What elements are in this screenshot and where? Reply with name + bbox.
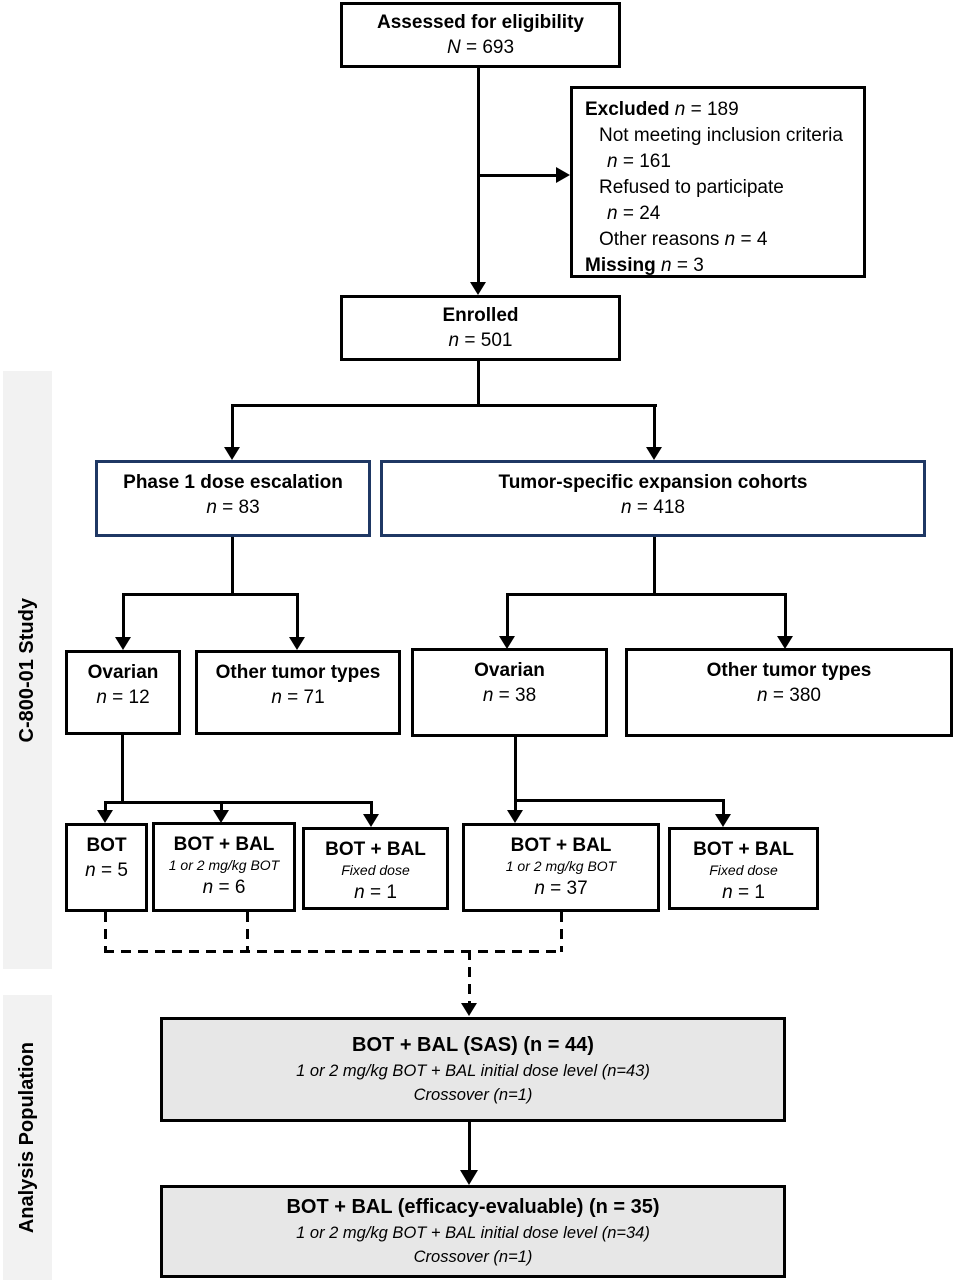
connector-expansion-down: [653, 537, 656, 595]
excluded-missing-line: [585, 253, 704, 279]
subtitle-text: Fixed dose: [341, 862, 410, 879]
box-n-line: [447, 35, 514, 60]
box-ovarian-phase1: [65, 650, 181, 735]
title-text: Assessed for eligibility: [377, 11, 584, 33]
n-value: = 24: [617, 203, 661, 225]
detail-text: Crossover (n=1): [413, 1248, 533, 1266]
box-botbal-sas: [160, 1017, 786, 1122]
box-title: [286, 1193, 659, 1222]
arrowhead-into-botbal-fixed-phase1: [363, 814, 379, 827]
arrowhead-into-sas: [461, 1003, 477, 1016]
dashed-line-to-sas: [468, 950, 471, 1004]
title-text: Ovarian: [87, 662, 159, 683]
title-text: Enrolled: [442, 304, 519, 326]
title-text: BOT + BAL (SAS) (n = 44): [352, 1034, 594, 1057]
excluded-title: Excluded: [585, 99, 675, 120]
connector-to-ovarian-expansion: [506, 593, 509, 637]
title-text: Ovarian: [474, 660, 545, 681]
connector-split-expansion-treatments: [514, 799, 724, 802]
connector-to-other-phase1: [296, 593, 299, 638]
connector-phase1-down: [231, 537, 234, 595]
box-detail-line-1: [296, 1060, 650, 1084]
n-value: = 380: [767, 685, 821, 707]
n-value: = 4: [735, 229, 768, 251]
connector-to-botbal-fixed-phase1: [370, 801, 373, 815]
detail-text: 1 or 2 mg/kg BOT + BAL initial dose level (n=43): [296, 1062, 650, 1081]
box-n-line: [483, 683, 536, 708]
n-var: n: [621, 497, 632, 519]
box-title: [707, 658, 872, 683]
connector-to-botbal-fixed-expansion: [722, 799, 725, 815]
n-value: = 693: [460, 37, 515, 58]
connector-to-expansion: [653, 404, 656, 448]
excluded-reason-2: [585, 175, 784, 201]
box-n-line: [757, 683, 821, 708]
dashed-stub-from-botbal-mgkg-phase1: [246, 912, 249, 952]
detail-text: Crossover (n=1): [413, 1086, 533, 1104]
n-value: = 1: [364, 881, 397, 903]
n-var: n: [96, 687, 107, 709]
arrowhead-into-excluded: [556, 167, 570, 183]
n-value: = 83: [216, 497, 260, 519]
missing-label: Missing: [585, 255, 662, 277]
box-n-line: [271, 685, 324, 710]
arrowhead-into-botbal-mgkg-phase1: [213, 810, 229, 823]
excluded-title-line: [585, 97, 739, 123]
connector-to-excluded: [477, 174, 556, 177]
dashed-collector-line: [104, 950, 563, 953]
title-text: Tumor-specific expansion cohorts: [498, 472, 808, 493]
box-title: [377, 10, 584, 35]
n-var: n: [448, 330, 460, 351]
n-var: n: [724, 229, 736, 251]
title-text: BOT: [86, 835, 127, 856]
n-value: = 38: [493, 685, 537, 707]
box-n-line: [449, 328, 513, 353]
arrowhead-into-expansion: [646, 447, 662, 460]
box-title: [511, 833, 612, 858]
subtitle-text: Fixed dose: [709, 862, 778, 879]
n-value: = 6: [213, 876, 246, 898]
arrowhead-into-phase1: [224, 447, 240, 460]
n-value: = 161: [617, 151, 671, 173]
connector-split-phase1-treatments: [104, 801, 373, 804]
side-band-analysis-population: [3, 995, 52, 1280]
reason-text: Refused to participate: [599, 177, 784, 199]
connector-split-expansion-tumors: [506, 593, 787, 596]
title-text: BOT + BAL: [510, 835, 612, 856]
box-title: [216, 660, 381, 685]
title-text: BOT + BAL: [173, 834, 275, 855]
study-section-label: C-800-01 Study: [16, 597, 38, 743]
subtitle-text: 1 or 2 mg/kg BOT: [505, 858, 617, 875]
excluded-reason-3: [585, 227, 767, 253]
box-other-tumor-types-phase1: [195, 650, 401, 735]
box-n-line: [722, 880, 765, 905]
box-n-line: [621, 495, 685, 520]
box-n-line: [96, 685, 149, 710]
title-text: Phase 1 dose escalation: [123, 472, 343, 493]
box-title: [123, 470, 343, 495]
analysis-population-label: Analysis Population: [16, 1041, 38, 1234]
side-band-study: [3, 371, 52, 969]
box-excluded: [570, 86, 866, 278]
box-n-line: [354, 880, 397, 905]
n-var: n: [482, 685, 494, 707]
n-var: n: [354, 881, 365, 903]
n-var: n: [607, 203, 618, 225]
n-var: n: [607, 151, 618, 173]
n-value: = 189: [685, 99, 739, 120]
n-var: n: [271, 687, 282, 709]
n-var: n: [722, 881, 733, 903]
box-detail-line-1: [296, 1222, 650, 1246]
box-subtitle: [169, 857, 279, 875]
connector-ovarian-expansion-down: [514, 737, 517, 802]
connector-to-ovarian-phase1: [122, 593, 125, 638]
box-n-line: [206, 495, 259, 520]
title-text: Other tumor types: [215, 662, 381, 683]
n-value: = 12: [106, 687, 150, 709]
reason-text: Not meeting inclusion criteria: [599, 125, 843, 147]
n-value: = 1: [732, 881, 765, 903]
box-title: [693, 837, 794, 862]
excluded-reason-1-n: [585, 149, 671, 175]
title-text: BOT + BAL: [693, 839, 794, 860]
connector-to-other-expansion: [784, 593, 787, 637]
detail-text: 1 or 2 mg/kg BOT + BAL initial dose level (n=34): [296, 1224, 650, 1243]
n-value: = 71: [281, 687, 325, 709]
box-tumor-specific-expansion: [380, 460, 926, 537]
arrowhead-into-other-phase1: [289, 637, 305, 650]
box-bot-monotherapy: [65, 823, 148, 912]
excluded-reason-1: [585, 123, 843, 149]
connector-ovarian-phase1-down: [121, 735, 124, 804]
arrowhead-into-ovarian-expansion: [499, 636, 515, 649]
box-botbal-mgkg-phase1: [152, 822, 296, 912]
connector-enrolled-down: [477, 361, 480, 407]
box-subtitle: [506, 858, 616, 876]
title-text: BOT + BAL: [325, 839, 426, 860]
connector-split-phase1-tumors: [123, 593, 299, 596]
box-title: [88, 660, 159, 685]
connector-sas-to-efficacy: [468, 1122, 471, 1172]
box-n-line: [203, 875, 246, 900]
arrowhead-into-ovarian-phase1: [115, 637, 131, 650]
box-title: [474, 658, 545, 683]
box-botbal-fixed-phase1: [302, 827, 449, 910]
box-botbal-fixed-expansion: [668, 827, 819, 910]
n-value: = 3: [671, 255, 704, 277]
box-title: [174, 832, 275, 857]
dashed-stub-from-bot: [104, 912, 107, 952]
n-var: n: [757, 685, 768, 707]
box-title: [499, 470, 808, 495]
box-subtitle: [341, 862, 409, 880]
arrowhead-into-botbal-fixed-expansion: [715, 814, 731, 827]
reason-text: Other reasons: [599, 229, 725, 251]
box-n-line: [534, 876, 587, 901]
n-value: = 5: [95, 860, 128, 882]
connector-to-phase1: [231, 404, 234, 448]
box-detail-line-2: [414, 1084, 533, 1108]
arrowhead-into-bot: [97, 810, 113, 823]
box-title: [442, 303, 518, 328]
n-var: N: [446, 37, 461, 58]
n-var: n: [534, 877, 545, 899]
arrowhead-into-botbal-mgkg-expansion: [507, 810, 523, 823]
subtitle-text: 1 or 2 mg/kg BOT: [168, 857, 280, 874]
n-var: n: [674, 99, 686, 120]
box-detail-line-2: [414, 1246, 533, 1270]
arrowhead-into-other-expansion: [777, 636, 793, 649]
dashed-stub-from-botbal-mgkg-expansion: [560, 912, 563, 952]
title-text: BOT + BAL (efficacy-evaluable) (n = 35): [286, 1196, 660, 1219]
n-var: n: [202, 876, 214, 898]
box-enrolled: [340, 295, 621, 361]
box-title: [86, 833, 126, 858]
connector-split-study-arms: [231, 404, 657, 407]
box-ovarian-expansion: [411, 648, 608, 737]
box-other-tumor-types-expansion: [625, 648, 953, 737]
excluded-reason-2-n: [585, 201, 660, 227]
n-value: = 418: [631, 497, 685, 519]
n-var: n: [206, 497, 217, 519]
arrowhead-into-efficacy: [460, 1170, 478, 1185]
arrowhead-into-enrolled: [470, 282, 486, 295]
box-phase1-dose-escalation: [95, 460, 371, 537]
box-botbal-mgkg-expansion: [462, 823, 660, 912]
box-title: [352, 1031, 594, 1060]
n-var: n: [85, 860, 96, 882]
box-subtitle: [709, 862, 777, 880]
box-botbal-efficacy-evaluable: [160, 1185, 786, 1278]
n-var: n: [661, 255, 672, 277]
box-n-line: [85, 858, 128, 883]
title-text: Other tumor types: [706, 660, 872, 681]
n-value: = 501: [459, 330, 513, 351]
n-value: = 37: [544, 877, 588, 899]
box-assessed-for-eligibility: [340, 2, 621, 68]
box-title: [325, 837, 426, 862]
